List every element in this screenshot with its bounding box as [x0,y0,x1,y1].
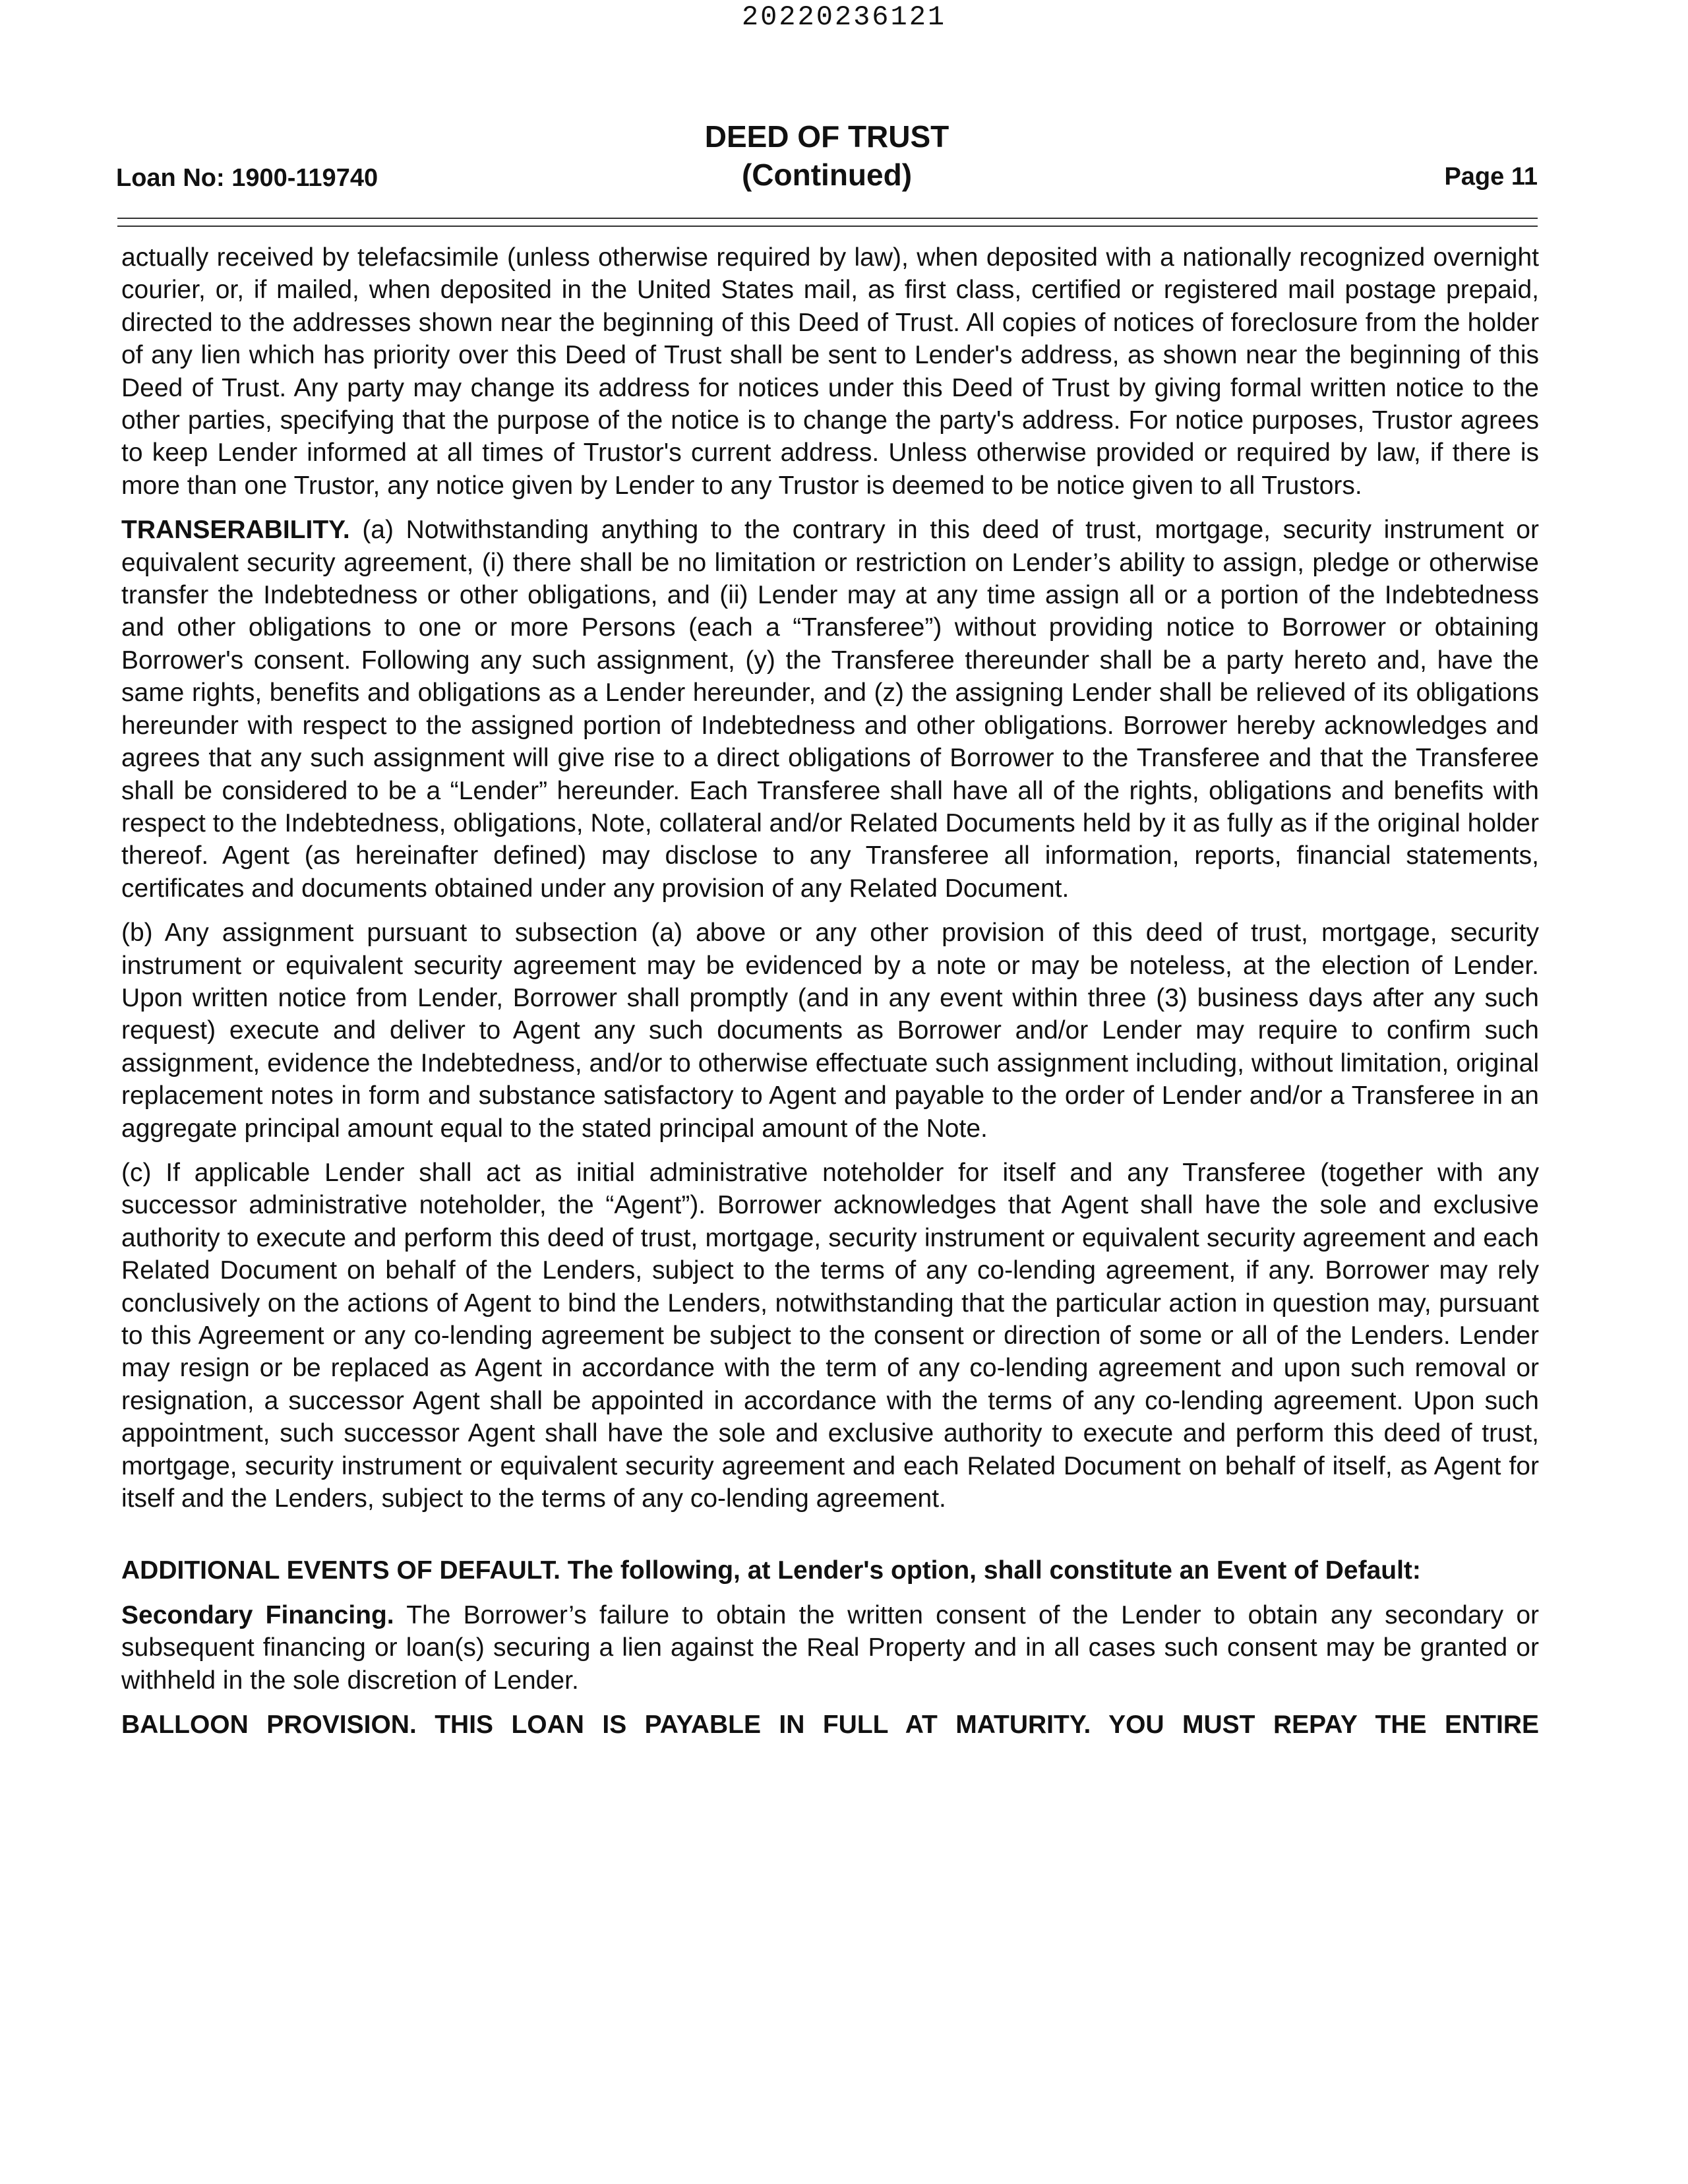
document-body [121,241,1539,1753]
transferability-paragraph-c: (c) If applicable Lender shall act as initial administrative noteholder for itself and any Transferee (together with any successor administrative noteholder, the “Agent”). Borrower acknowledges that Agent shall have the sole and exclusive authority to execute and perform this deed of trust, mortgage, security instrument or equivalent security agreement and each Related Document on behalf of the Lenders, subject to the terms of any co-lending agreement, if any. Borrower may rely conclusively on the actions of Agent to bind the Lenders, notwithstanding that the particular action in question may, pursuant to this Agreement or any co-lending agreement be subject to the consent or direction of some or all of the Lenders. Lender may resign or be replaced as Agent in accordance with the term of any co-lending agreement and upon such removal or resignation, a successor Agent shall be appointed in accordance with the terms of any co-lending agreement. Upon such appointment, such successor Agent shall have the sole and exclusive authority to execute and perform this deed of trust, mortgage, security instrument or equivalent security agreement and each Related Document on behalf of itself, as Agent for itself and the Lenders, subject to the terms of any co-lending agreement. [121,1158,1539,1513]
loan-number: Loan No: 1900-119740 [116,164,378,192]
events-of-default-heading [121,1554,1539,1587]
transferability-paragraph-b: (b) Any assignment pursuant to subsection (a) above or any other provision of this deed of trust, mortgage, security instrument or equivalent security agreement may be evidenced by a note or may be noteless, at the election of Lender. Upon written notice from Lender, Borrower shall promptly (and in any event within three (3) business days after any such request) execute and deliver to Agent any such documents as Borrower and/or Lender may require to confirm such assignment, evidence the Indebtedness, and/or to otherwise effectuate such assignment including, without limitation, original replacement notes in form and substance satisfactory to Agent and payable to the order of Lender and/or a Transferee in an aggregate principal amount equal to the stated principal amount of the Note. [121,919,1539,1143]
secondary-financing-text: The Borrower’s failure to obtain the written consent of the Lender to obtain any secondary or subsequent financing or loan(s) securing a lien against the Real Property and in all cases such consent may be granted or withheld in the sole discretion of Lender. [121,1600,1539,1695]
notices-paragraph: actually received by telefacsimile (unless otherwise required by law), when deposited with a nationally recognized overnight courier, or, if mailed, when deposited in the United States mail, as first class, certified or registered mail postage prepaid, directed to the addresses shown near the beginning of this Deed of Trust. All copies of notices of foreclosure from the holder of any lien which has priority over this Deed of Trust shall be sent to Lender's address, as shown near the beginning of this Deed of Trust. Any party may change its address for notices under this Deed of Trust by giving formal written notice to the other parties, specifying that the purpose of the notice is to change the party's address. For notice purposes, Trustor agrees to keep Lender informed at all times of Trustor's current address. Unless otherwise provided or required by law, if there is more than one Trustor, any notice given by Lender to any Trustor is deemed to be notice given to all Trustors. [121,243,1539,500]
document-title [116,117,1538,194]
document-number: 20220236121 [741,1,947,33]
title-line-2: (Continued) [741,158,913,192]
transferability-heading: TRANSERABILITY. [121,516,350,545]
secondary-financing-paragraph [121,1599,1539,1697]
page-header [116,117,1538,197]
page-number: Page 11 [1444,163,1538,191]
events-heading-text: ADDITIONAL EVENTS OF DEFAULT. The following, at Lender's option, shall constitute an Event of Default: [121,1556,1421,1585]
balloon-provision: BALLOON PROVISION. THIS LOAN IS PAYABLE IN FULL AT MATURITY. YOU MUST REPAY THE ENTIRE [121,1711,1539,1740]
header-rule-bottom [117,226,1538,227]
secondary-financing-heading: Secondary Financing. [121,1600,394,1629]
transferability-a-text: (a) Notwithstanding anything to the contrary in this deed of trust, mortgage, security instrument or equivalent security agreement, (i) there shall be no limitation or restriction on Lender’s ability to assign, pledge or otherwise transfer the Indebtedness or other obligations, and (ii) Lender may at any time assign all or a portion of the Indebtedness and other obligations to one or more Persons (each a “Transferee”) without providing notice to Borrower or obtaining Borrower's consent. Following any such assignment, (y) the Transferee thereunder shall be a party hereto and, have the same rights, benefits and obligations as a Lender hereunder, and (z) the assigning Lender shall be relieved of its obligations hereunder with respect to the assigned portion of Indebtedness and other obligations. Borrower hereby acknowledges and agrees that any such assignment will give rise to a direct obligations of Borrower to the Transferee and that the Transferee shall be considered to be a “Lender” hereunder. Each Transferee shall have all of the rights, obligations and benefits with respect to the Indebtedness, obligations, Note, collateral and/or Related Documents held by it as fully as if the original holder thereof. Agent (as hereinafter defined) may disclose to any Transferee all information, reports, financial statements, certificates and documents obtained under any provision of any Related Document. [121,516,1539,903]
transferability-paragraph-a [121,514,1539,905]
section-spacer [121,1527,1539,1554]
header-rule-top [117,218,1538,219]
title-line-1: DEED OF TRUST [704,119,950,154]
